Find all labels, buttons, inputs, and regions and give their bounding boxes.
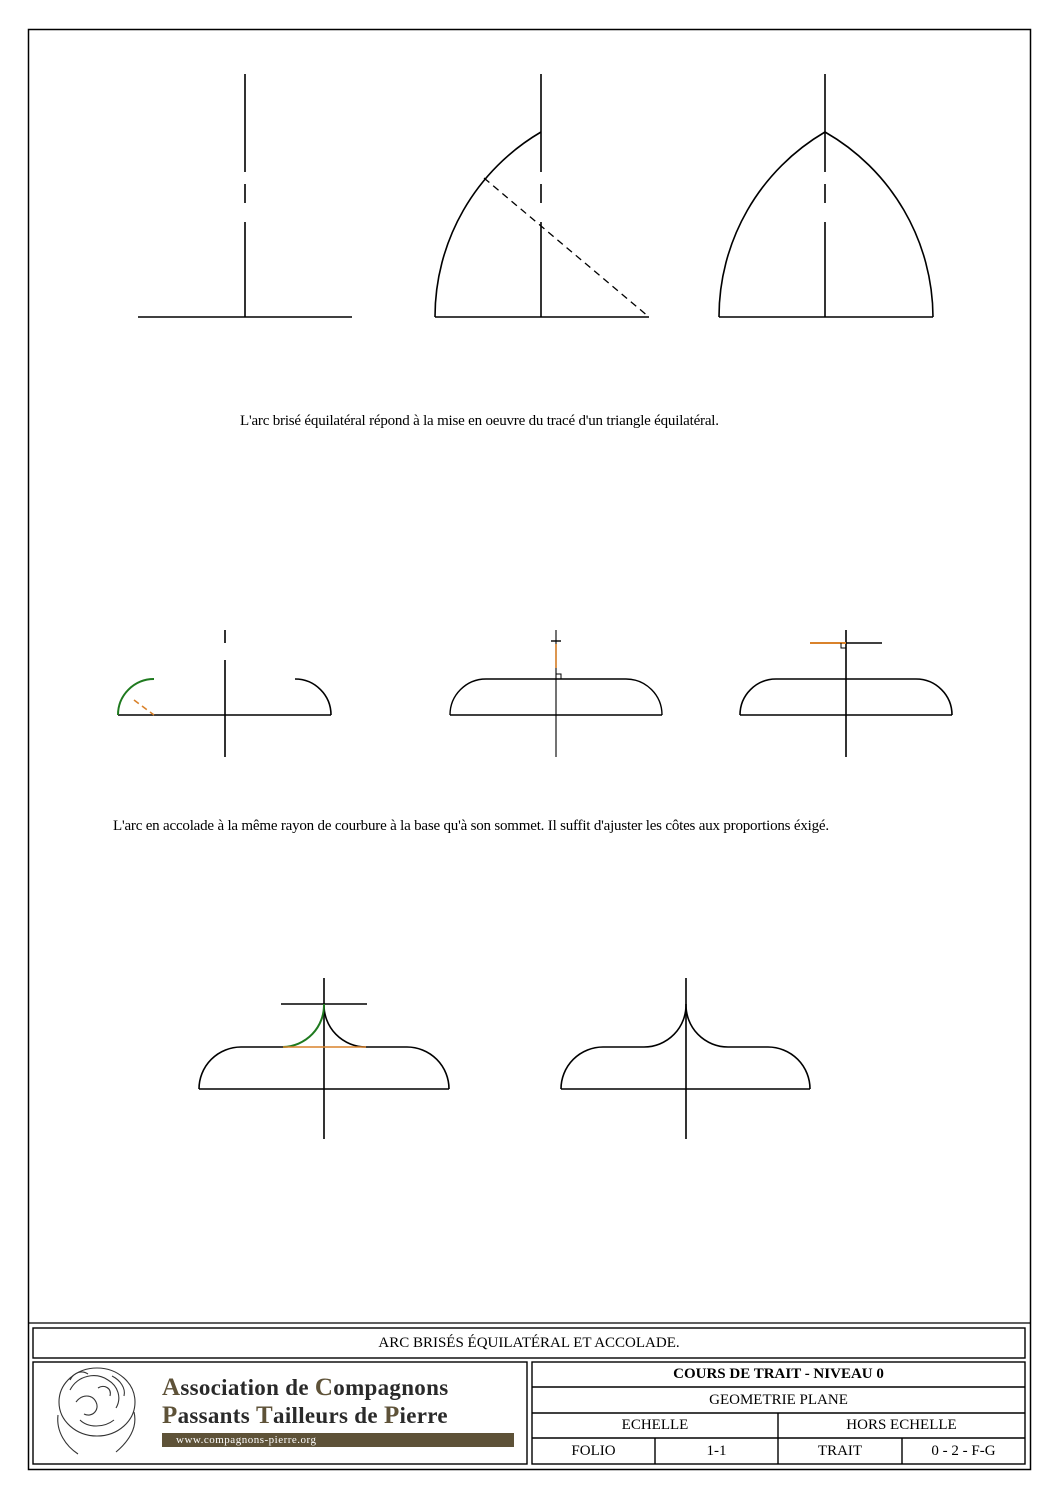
arc-brise-step-2 bbox=[435, 74, 649, 317]
accolade-final bbox=[561, 978, 810, 1139]
logo-url[interactable]: www.compagnons-pierre.org bbox=[176, 1434, 317, 1446]
logo-emblem-icon bbox=[58, 1368, 135, 1454]
radius-dashed-orange bbox=[134, 700, 154, 715]
sheet-title: ARC BRISÉS ÉQUILATÉRAL ET ACCOLADE. bbox=[378, 1334, 680, 1351]
accolade-step-4 bbox=[199, 978, 449, 1139]
left-ogee-green bbox=[283, 1004, 324, 1047]
scale-label: ECHELLE bbox=[621, 1417, 689, 1433]
logo-line-2: Passants Tailleurs de Pierre bbox=[162, 1402, 448, 1429]
sheet-frame bbox=[29, 30, 1031, 1470]
trait-label: TRAIT bbox=[817, 1442, 863, 1459]
folio-label: FOLIO bbox=[571, 1442, 616, 1459]
accolade-step-1 bbox=[118, 630, 331, 757]
caption-arc-accolade: L'arc en accolade à la même rayon de courbure à la base qu'à son sommet. Il suffit d'ajuster les côtes aux proportions éxigé. bbox=[113, 818, 829, 834]
left-arc bbox=[719, 132, 825, 317]
logo-line-1: Association de Compagnons bbox=[162, 1374, 449, 1401]
arc-brise-step-1 bbox=[138, 74, 352, 317]
left-base-arc bbox=[199, 1047, 283, 1089]
accolade-step-3 bbox=[740, 630, 952, 757]
scale-value: HORS ECHELLE bbox=[846, 1417, 957, 1433]
left-arc bbox=[435, 132, 541, 317]
right-angle-mark bbox=[556, 674, 561, 679]
caption-arc-brise: L'arc brisé équilatéral répond à la mise en oeuvre du tracé d'un triangle équilatéral. bbox=[240, 413, 719, 429]
trait-value: 0 - 2 - F-G bbox=[931, 1442, 996, 1459]
right-arc bbox=[825, 132, 933, 317]
course-title: COURS DE TRAIT - NIVEAU 0 bbox=[673, 1366, 884, 1382]
left-quarter-arc-green bbox=[118, 679, 154, 715]
subject-title: GEOMETRIE PLANE bbox=[709, 1391, 848, 1408]
arc-brise-step-3 bbox=[719, 74, 933, 317]
folio-value: 1-1 bbox=[706, 1442, 727, 1459]
radius-dashed bbox=[484, 178, 649, 317]
accolade-step-2 bbox=[450, 630, 662, 757]
right-quarter-arc bbox=[295, 679, 331, 715]
